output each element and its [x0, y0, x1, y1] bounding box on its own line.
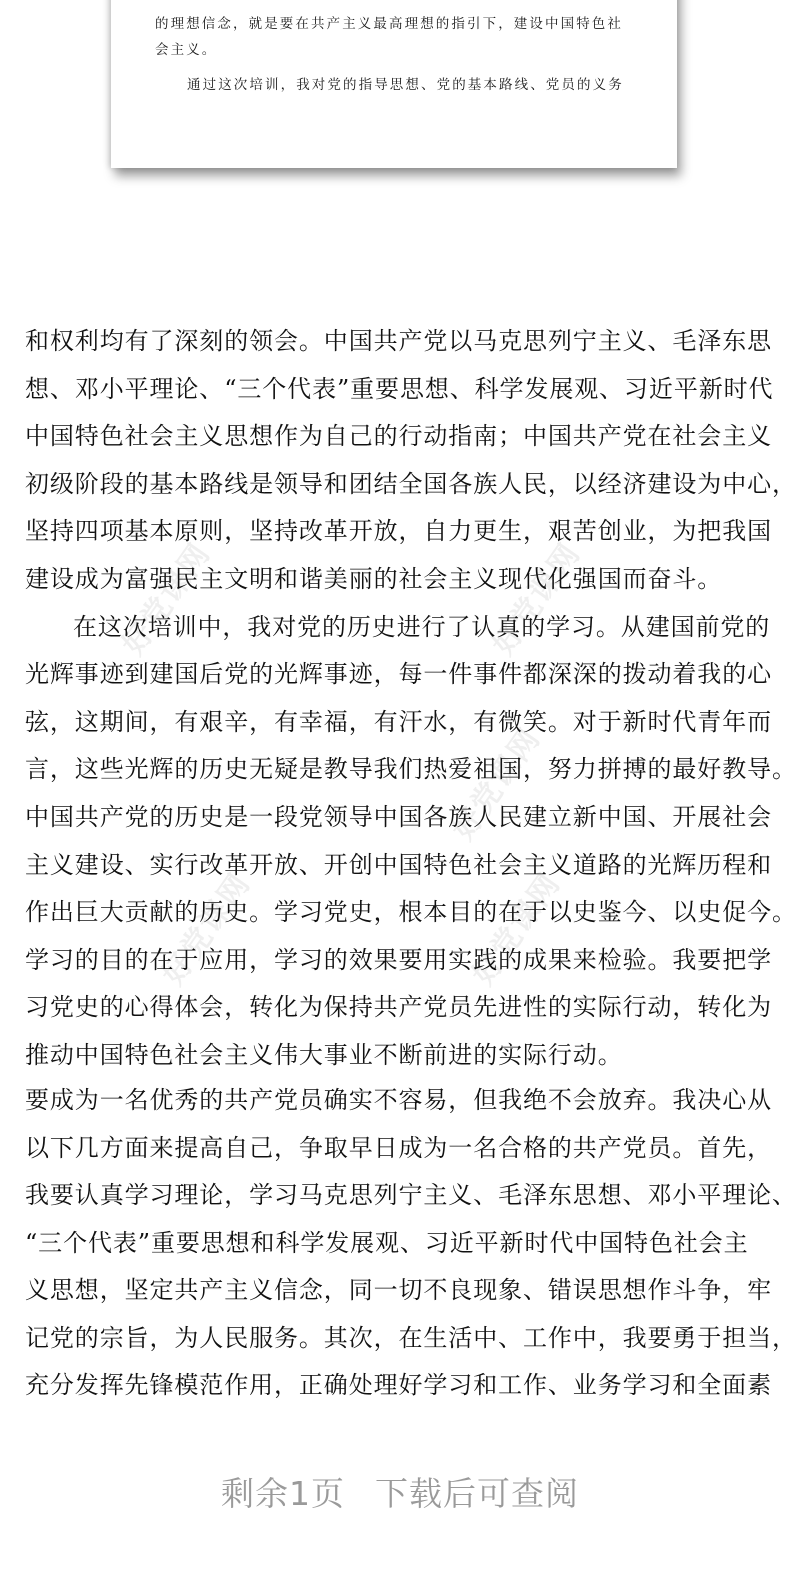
text-line: 中国特色社会主义思想作为自己的行动指南；中国共产党在社会主义	[25, 422, 772, 451]
text-line: 推动中国特色社会主义伟大事业不断前进的实际行动。	[25, 1040, 623, 1069]
text-line: 坚持四项基本原则，坚持改革开放，自力更生，艰苦创业，为把我国	[25, 517, 772, 546]
remaining-pages-count: 剩余1页	[221, 1474, 345, 1513]
preview-page-card	[111, 0, 677, 168]
watermark: 好党课网	[155, 866, 258, 992]
text-line: 建设成为富强民主文明和谐美丽的社会主义现代化强国而奋斗。	[25, 564, 723, 593]
text-line: 初级阶段的基本路线是领导和团结全国各族人民，以经济建设为中心，	[25, 469, 797, 498]
text-line: 我要认真学习理论，学习马克思列宁主义、毛泽东思想、邓小平理论、	[25, 1181, 797, 1210]
remaining-pages-download-link[interactable]	[0, 1468, 800, 1515]
text-line: 要成为一名优秀的共产党员确实不容易，但我绝不会放弃。我决心从	[25, 1085, 772, 1114]
watermark: 好党课网	[465, 866, 568, 992]
text-line: 言，这些光辉的历史无疑是教导我们热爱祖国，努力拼搏的最好教导。	[25, 755, 797, 784]
text-line: 习党史的心得体会，转化为保持共产党员先进性的实际行动，转化为	[25, 993, 772, 1022]
text-line: 弦，这期间，有艰辛，有幸福，有汗水，有微笑。对于新时代青年而	[25, 707, 772, 736]
text-line: 中国共产党的历史是一段党领导中国各族人民建立新中国、开展社会	[25, 802, 772, 831]
text-line: 光辉事迹到建国后党的光辉事迹，每一件事件都深深的拨动着我的心	[25, 660, 772, 689]
text-line: 主义建设、实行改革开放、开创中国特色社会主义道路的光辉历程和	[25, 850, 772, 879]
preview-line-3: 通过这次培训，我对党的指导思想、党的基本路线、党员的义务	[187, 77, 624, 93]
text-line-indented: 在这次培训中，我对党的历史进行了认真的学习。从建国前党的	[73, 612, 771, 641]
text-line: 想、邓小平理论、“三个代表”重要思想、科学发展观、习近平新时代	[25, 374, 774, 403]
text-line: 学习的目的在于应用，学习的效果要用实践的成果来检验。我要把学	[25, 945, 772, 974]
watermark: 好党课网	[485, 536, 588, 662]
watermark: 好党课网	[445, 721, 548, 847]
text-line: 以下几方面来提高自己，争取早日成为一名合格的共产党员。首先，	[25, 1133, 772, 1162]
preview-line-1: 的理想信念，就是要在共产主义最高理想的指引下，建设中国特色社	[155, 16, 623, 32]
text-line: “三个代表”重要思想和科学发展观、习近平新时代中国特色社会主	[25, 1228, 749, 1257]
text-line: 记党的宗旨，为人民服务。其次，在生活中、工作中，我要勇于担当，	[25, 1323, 797, 1352]
document-body	[25, 322, 797, 1414]
watermark: 好党课网	[115, 536, 218, 662]
download-hint: 下载后可查阅	[375, 1474, 579, 1513]
text-line: 和权利均有了深刻的领会。中国共产党以马克思列宁主义、毛泽东思	[25, 327, 772, 355]
text-line: 义思想，坚定共产主义信念，同一切不良现象、错误思想作斗争，牢	[25, 1276, 772, 1305]
text-line: 充分发挥先锋模范作用，正确处理好学习和工作、业务学习和全面素	[25, 1371, 772, 1400]
preview-line-2: 会主义。	[155, 42, 218, 58]
text-line: 作出巨大贡献的历史。学习党史，根本目的在于以史鉴今、以史促今。	[25, 898, 797, 927]
